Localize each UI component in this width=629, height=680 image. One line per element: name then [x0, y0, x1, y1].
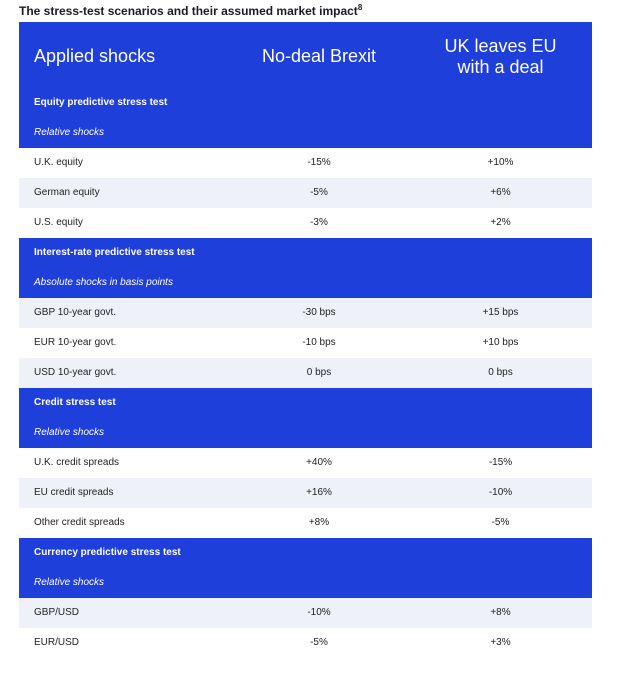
section-title-credit: Credit stress test [19, 388, 592, 418]
row-no-deal-value: -3% [310, 217, 328, 228]
row-label: U.S. equity [34, 217, 83, 228]
row-deal-value: 0 bps [488, 367, 513, 378]
row-no-deal-value: +40% [306, 457, 332, 468]
table-row [19, 148, 592, 178]
section-subtitle-interest-rate: Absolute shocks in basis points [19, 268, 592, 298]
row-label: German equity [34, 187, 100, 198]
row-no-deal-value: -10 bps [302, 337, 336, 348]
stress-test-table [19, 22, 592, 658]
table-row [19, 598, 592, 628]
row-deal-value: -15% [488, 457, 513, 468]
table-row [19, 508, 592, 538]
row-deal-value: +2% [490, 217, 511, 228]
row-no-deal-value: 0 bps [306, 367, 332, 378]
row-deal-value: +8% [490, 607, 511, 618]
table-row [19, 298, 592, 328]
section-subtitle-credit: Relative shocks [19, 418, 592, 448]
section-title-equity: Equity predictive stress test [19, 88, 592, 118]
table-row [19, 178, 592, 208]
header-col3-line2: with a deal [457, 57, 544, 77]
header-col3-line1: UK leaves EU [444, 36, 557, 56]
table-row [19, 448, 592, 478]
row-label: USD 10-year govt. [34, 367, 117, 378]
row-label: EUR 10-year govt. [34, 337, 117, 348]
table-header [19, 22, 592, 88]
table-row [19, 328, 592, 358]
row-deal-value: +10% [487, 157, 514, 168]
row-label: EU credit spreads [34, 487, 114, 498]
row-deal-value: +15 bps [482, 307, 519, 318]
row-label: GBP 10-year govt. [34, 307, 117, 318]
row-deal-value: -10% [488, 487, 513, 498]
row-no-deal-value: -30 bps [302, 307, 336, 318]
table-row [19, 628, 592, 658]
row-deal-value: -5% [491, 517, 510, 528]
row-deal-value: +10 bps [482, 337, 519, 348]
row-no-deal-value: +8% [308, 517, 330, 528]
table-row [19, 478, 592, 508]
row-label: Other credit spreads [34, 517, 125, 528]
row-no-deal-value: -10% [307, 607, 331, 618]
row-no-deal-value: -15% [307, 157, 331, 168]
row-label: U.K. equity [34, 157, 83, 168]
section-subtitle-equity: Relative shocks [19, 118, 592, 148]
header-applied-shocks: Applied shocks [34, 46, 156, 66]
table-caption [19, 4, 362, 18]
table-row [19, 208, 592, 238]
row-label: GBP/USD [34, 607, 80, 618]
section-subtitle-currency: Relative shocks [19, 568, 592, 598]
caption-footnote: 8 [357, 3, 363, 12]
section-title-currency: Currency predictive stress test [19, 538, 592, 568]
caption-text: The stress-test scenarios and their assumed market impact [19, 4, 358, 18]
table-row [19, 358, 592, 388]
row-no-deal-value: +16% [306, 487, 332, 498]
row-deal-value: +3% [490, 637, 511, 648]
row-label: U.K. credit spreads [34, 457, 120, 468]
header-no-deal-brexit: No-deal Brexit [261, 46, 377, 66]
row-no-deal-value: -5% [310, 187, 328, 198]
row-deal-value: +6% [490, 187, 511, 198]
header-uk-leaves-with-deal [409, 36, 592, 78]
section-title-interest-rate: Interest-rate predictive stress test [19, 238, 592, 268]
row-no-deal-value: -5% [310, 637, 328, 648]
row-label: EUR/USD [34, 637, 80, 648]
